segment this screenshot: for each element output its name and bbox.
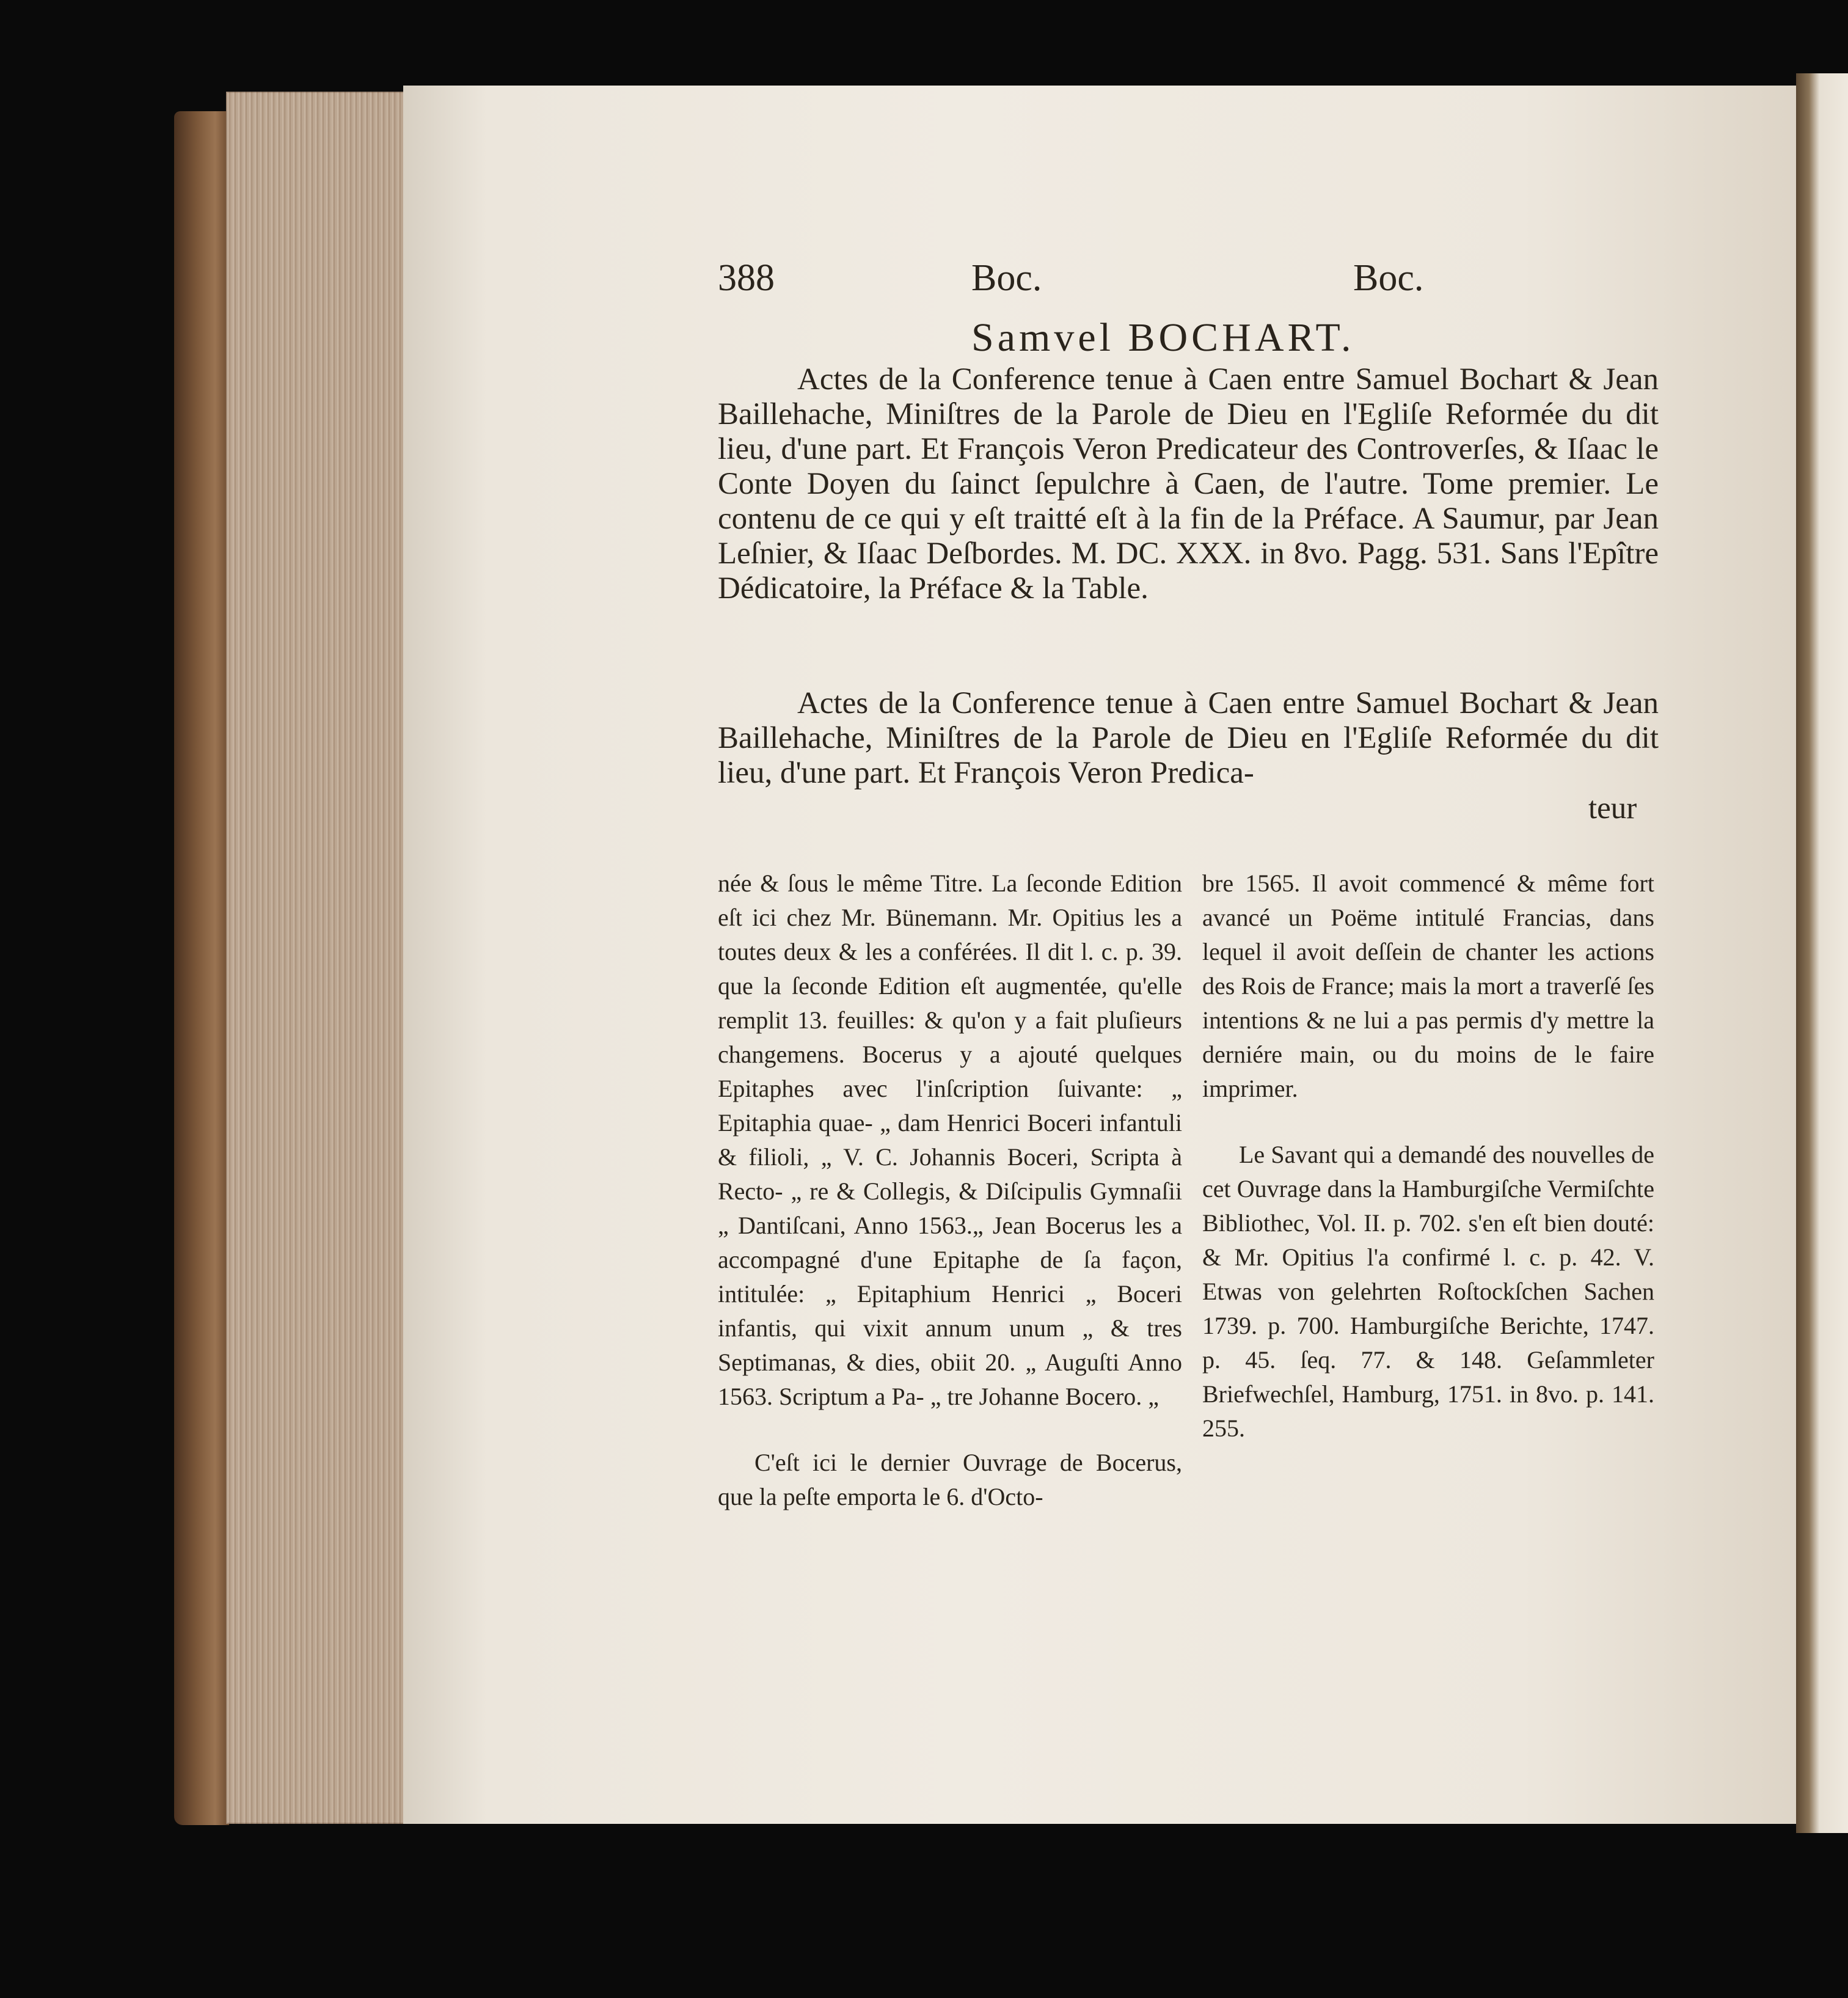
bibliography-entry: Actes de la Conference tenue à Caen entre Samuel Bochart & Jean Baillehache, Miniſtres de la Parole de Dieu en l'Egliſe Reformée du dit lieu, d'une part. Et François Veron Predicateur des Controverſes, & Iſaac le Conte Doyen du ſainct ſepulchre à Caen, de l'autre. Tome premier. Le contenu de ce qui y eſt traitté eſt à la fin de la Préface. A Saumur, par Jean Leſnier, & Iſaac Deſbordes. M. DC. XXX. in 8vo. Pagg. 531. Sans l'Epître Dédicatoire, la Préface & la Table.	[718, 362, 1659, 606]
page-number: 388	[718, 257, 775, 299]
catchword: teur	[1588, 791, 1637, 825]
page-edges	[226, 92, 409, 1824]
note-paragraph: C'eſt ici le dernier Ouvrage de Bocerus, que la peſte emporta le 6. d'Octo-	[718, 1449, 1182, 1510]
author-heading: Samvel BOCHART.	[971, 315, 1355, 360]
bibliography-entry: Actes de la Conference tenue à Caen entre Samuel Bochart & Jean Baillehache, Miniſtres de la Parole de Dieu en l'Egliſe Reformée du dit lieu, d'une part. Et François Veron Predica-	[718, 686, 1659, 790]
note-paragraph: bre 1565. Il avoit commencé & même fort avancé un Poëme intitulé Francias, dans lequel il avoit deſſein de chanter les actions des Rois de France; mais la mort a traverſé ſes intentions & ne lui a pas permis d'y mettre la derniére main, ou du moins de le faire imprimer.	[1202, 869, 1654, 1102]
running-head-left: Boc.	[971, 257, 1042, 299]
book-cover	[174, 111, 229, 1825]
facing-page-edge	[1796, 73, 1848, 1833]
note-paragraph: née & ſous le même Titre. La ſeconde Edition eſt ici chez Mr. Bünemann. Mr. Opitius les a toutes deux & les a conférées. Il dit l. c. p. 39. que la ſeconde Edition eſt augmentée, qu'elle remplit 13. feuilles: & qu'on y a fait pluſieurs changemens. Bocerus y a ajouté quelques Epitaphes avec l'inſcription ſuivante: „ Epitaphia quae- „ dam Henrici Boceri infantuli & filioli, „ V. C. Johannis Boceri, Scripta à Recto- „ re & Collegis, & Diſcipulis Gymnaſii „ Dantiſcani, Anno 1563.„ Jean Bocerus les a accompagné d'une Epitaphe de ſa façon, intitulée: „ Epitaphium Henrici „ Boceri infantis, qui vixit annum unum „ & tres Septimanas, & dies, obiit 20. „ Auguſti Anno 1563. Scriptum a Pa- „ tre Johanne Bocero. „	[718, 869, 1182, 1410]
left-column	[718, 866, 1182, 1514]
right-column	[1202, 866, 1654, 1446]
running-head-right: Boc.	[1353, 257, 1424, 299]
note-paragraph: Le Savant qui a demandé des nouvelles de cet Ouvrage dans la Hamburgiſche Vermiſchte Bibliothec, Vol. II. p. 702. s'en eſt bien douté: & Mr. Opitius l'a confirmé l. c. p. 42. V. Etwas von gelehrten Roſtockſchen Sachen 1739. p. 700. Hamburgiſche Berichte, 1747. p. 45. ſeq. 77. & 148. Geſammleter Briefwechſel, Hamburg, 1751. in 8vo. p. 141. 255.	[1202, 1141, 1654, 1442]
